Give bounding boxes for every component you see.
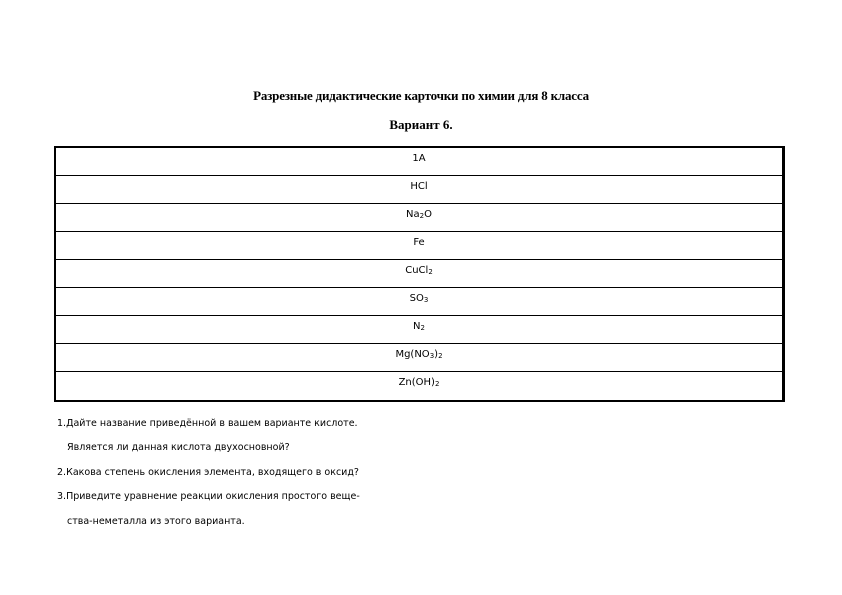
question-1-continuation: Является ли данная кислота двухосновной? (67, 442, 290, 453)
card-formula: 1A (412, 153, 426, 164)
card-row (56, 344, 782, 372)
card-formula-subscript: 2 (419, 212, 425, 220)
cards-table (54, 146, 785, 402)
card-row (56, 232, 782, 260)
card-row (56, 204, 782, 232)
variant-heading: Вариант 6. (389, 117, 453, 132)
question-3-text: Приведите уравнение реакции окисления простого веще- (66, 491, 360, 502)
card-row (56, 372, 782, 400)
question-2-number: 2. (57, 467, 67, 478)
question-3 (57, 491, 360, 502)
card-row (56, 260, 782, 288)
card-formula-subscript: 3 (423, 296, 429, 304)
card-formula-subscript-2: 2 (438, 352, 443, 360)
card-formula: HCl (410, 181, 428, 192)
card-formula: N (413, 321, 421, 332)
card-row (56, 148, 782, 176)
card-formula: Na (406, 209, 420, 220)
question-1: 1.Дайте название приведённой в вашем варианте кислоте. (57, 418, 358, 429)
card-formula: CuCl (405, 265, 429, 276)
card-formula: Fe (413, 237, 425, 248)
card-formula: SO (409, 293, 424, 304)
card-row (56, 288, 782, 316)
card-formula-subscript: 2 (420, 324, 425, 332)
question-2 (57, 467, 359, 478)
question-3-continuation: ства-неметалла из этого варианта. (67, 516, 245, 527)
card-formula: Zn(OH) (398, 377, 435, 388)
document-title: Разрезные дидактические карточки по химии для 8 класса (253, 88, 589, 103)
card-formula-subscript: 3 (429, 352, 435, 360)
question-2-text: Какова степень окисления элемента, входящего в оксид? (66, 467, 359, 478)
card-row (56, 316, 782, 344)
card-formula-subscript: 2 (434, 380, 440, 388)
card-formula-subscript: 2 (428, 268, 433, 276)
card-formula: Mg(NO (395, 349, 430, 360)
question-3-number: 3. (57, 491, 67, 502)
card-formula-tail: ) (434, 349, 439, 360)
card-row (56, 176, 782, 204)
card-formula-tail: O (424, 209, 432, 220)
